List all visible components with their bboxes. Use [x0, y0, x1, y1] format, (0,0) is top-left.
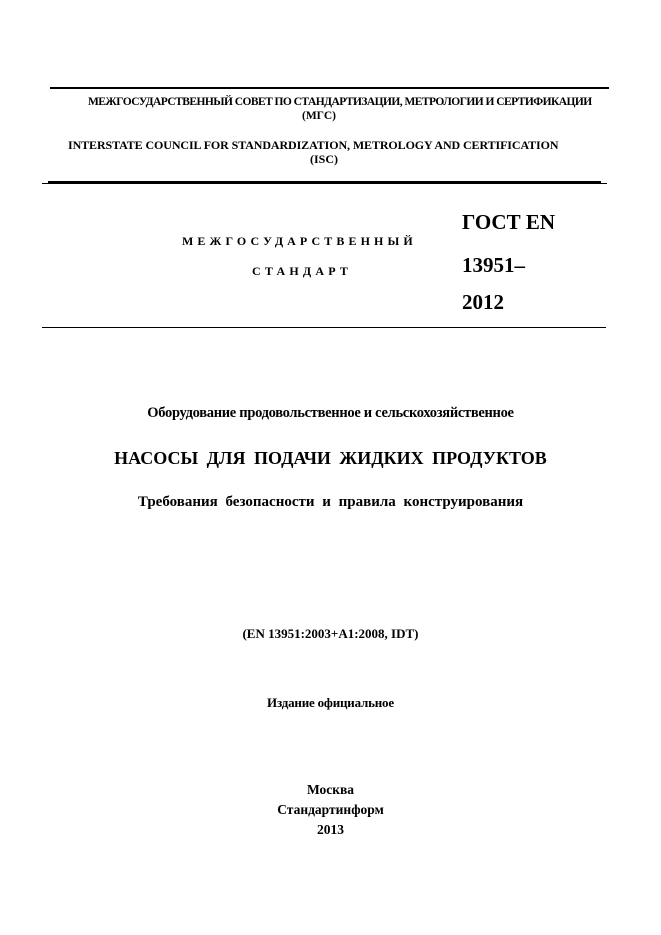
- document-category: Оборудование продовольственное и сельскохозяйственное: [147, 405, 514, 421]
- standard-equivalence: (EN 13951:2003+A1:2008, IDT): [242, 626, 419, 641]
- header-bottom-rule-thin: [42, 183, 607, 184]
- standard-code-line3: 2012: [462, 290, 504, 314]
- imprint-year: 2013: [317, 822, 344, 837]
- council-abbr-ru: (МГС): [302, 110, 336, 122]
- standard-code-line2: 13951–: [462, 253, 525, 277]
- council-abbr-en: (ISC): [310, 152, 339, 166]
- imprint-city: Москва: [306, 782, 355, 797]
- header-top-rule: [50, 87, 609, 89]
- standard-block-rule: [42, 327, 606, 328]
- edition-note: Издание официальное: [267, 695, 394, 710]
- council-name-ru: МЕЖГОСУДАРСТВЕННЫЙ СОВЕТ ПО СТАНДАРТИЗАЦИИ, МЕТРОЛОГИИ И СЕРТИФИКАЦИИ: [88, 96, 592, 108]
- document-main-title: НАСОСЫ ДЛЯ ПОДАЧИ ЖИДКИХ ПРОДУКТОВ: [114, 448, 547, 468]
- standard-type-label: МЕЖГОСУДАРСТВЕННЫЙ: [182, 234, 417, 248]
- document-subtitle: Требования безопасности и правила конструирования: [137, 494, 524, 510]
- standard-type-label-2: СТАНДАРТ: [252, 264, 353, 278]
- imprint-publisher: Стандартинформ: [277, 802, 384, 817]
- standard-code-line1: ГОСТ EN: [462, 210, 556, 234]
- council-name-en: INTERSTATE COUNCIL FOR STANDARDIZATION, METROLOGY AND CERTIFICATION: [68, 138, 559, 152]
